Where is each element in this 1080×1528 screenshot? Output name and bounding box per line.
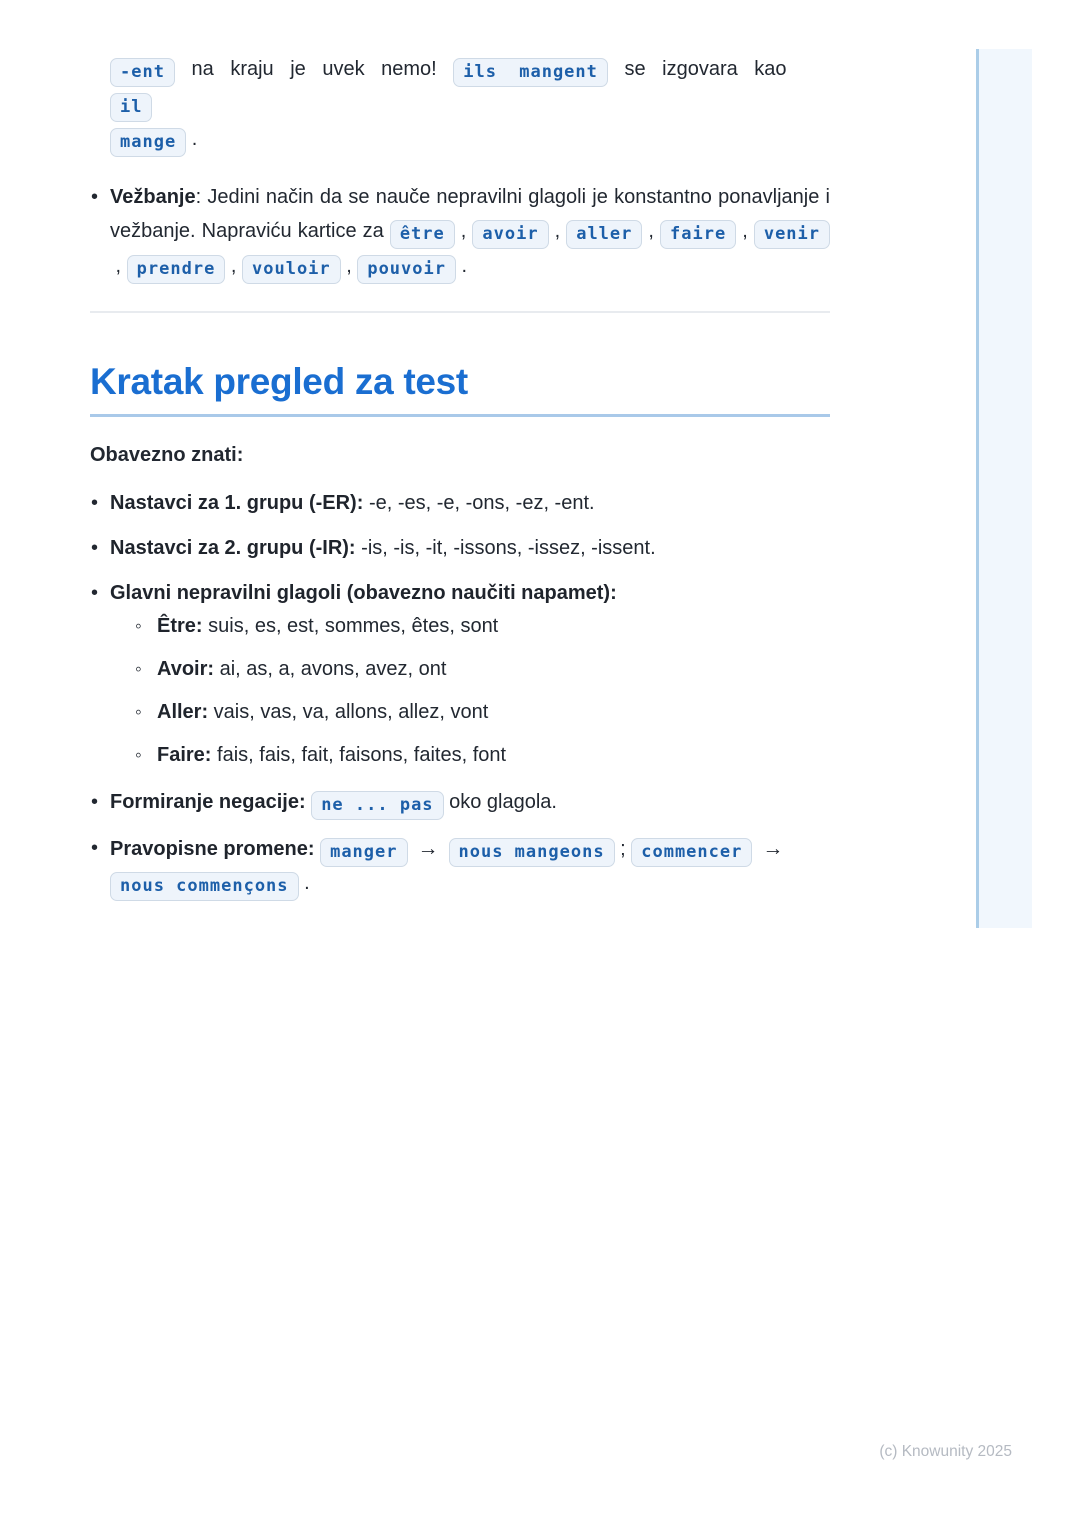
bold-label: Aller: (157, 701, 209, 723)
list-item: • Formiranje negacije: ne ... pas oko glagola. (110, 786, 830, 820)
list-item: • Nastavci za 1. grupu (-ER): -e, -es, -e, -ons, -ez, -ent. (110, 487, 830, 520)
bold-label: Être: (157, 615, 203, 637)
code-chip: être (390, 220, 455, 249)
verbs-sublist (110, 610, 830, 772)
code-chip: pouvoir (357, 255, 456, 284)
bold-label: Pravopisne promene: (110, 838, 315, 860)
list-item: ◦ Faire: fais, fais, fait, faisons, faites, font (157, 739, 830, 772)
next-page-edge (976, 49, 1032, 928)
list-item: • Vežbanje: Jedini način da se nauče nepravilni glagoli je konstantno ponavljanje i vežbanje. Napraviću kartice za être , avoir , aller , faire , venir , prendre , vouloir , pouvoir . (110, 180, 830, 284)
bold-label: Formiranje negacije: (110, 791, 306, 813)
footer-copyright: (c) Knowunity 2025 (879, 1443, 1012, 1460)
code-chip: commencer (631, 838, 752, 867)
code-chip: avoir (472, 220, 548, 249)
code-chip: il (110, 93, 152, 122)
list-item: ◦ Avoir: ai, as, a, avons, avez, ont (157, 653, 830, 686)
notes-list (90, 180, 830, 284)
code-chip: mange (110, 128, 186, 157)
continuation-paragraph (90, 52, 830, 157)
code-chip: aller (566, 220, 642, 249)
code-chip: ils mangent (453, 58, 608, 87)
content-column (90, 0, 830, 913)
arrow-right-icon: → (762, 837, 784, 860)
section-divider (90, 311, 830, 313)
list-item-text (110, 582, 617, 604)
bold-label: Avoir: (157, 658, 215, 680)
code-chip: nous mangeons (449, 838, 615, 867)
code-chip: ne ... pas (311, 791, 443, 820)
code-chip: faire (660, 220, 736, 249)
code-chip: vouloir (242, 255, 341, 284)
list-item: ◦ Aller: vais, vas, va, allons, allez, vont (157, 696, 830, 729)
lead-label: Obavezno znati: (90, 444, 244, 466)
code-chip: -ent (110, 58, 175, 87)
list-item: • Nastavci za 2. grupu (-IR): -is, -is, -it, -issons, -issez, -issent. (110, 532, 830, 565)
code-chip: prendre (127, 255, 226, 284)
review-list (90, 487, 830, 901)
paragraph-line: -ent na kraju je uvek nemo! ils mangent se izgovara kao il (110, 58, 787, 115)
arrow-right-icon: → (417, 837, 439, 860)
bold-label: Nastavci za 1. grupu (-ER): (110, 492, 364, 514)
list-item: • Pravopisne promene: manger → nous mangeons ; commencer →nous commençons . (110, 832, 830, 901)
section-heading: Kratak pregled za test (90, 360, 830, 417)
paragraph-line: mange . (110, 128, 197, 150)
list-item (110, 577, 830, 772)
bold-label: Vežbanje (110, 186, 196, 208)
bold-label: Glavni nepravilni glagoli (obavezno naučiti napamet): (110, 582, 617, 604)
list-item: ◦ Être: suis, es, est, sommes, êtes, sont (157, 610, 830, 643)
code-chip: nous commençons (110, 872, 299, 901)
bold-label: Faire: (157, 744, 212, 766)
code-chip: venir (754, 220, 830, 249)
code-chip: manger (320, 838, 407, 867)
bold-label: Nastavci za 2. grupu (-IR): (110, 537, 356, 559)
